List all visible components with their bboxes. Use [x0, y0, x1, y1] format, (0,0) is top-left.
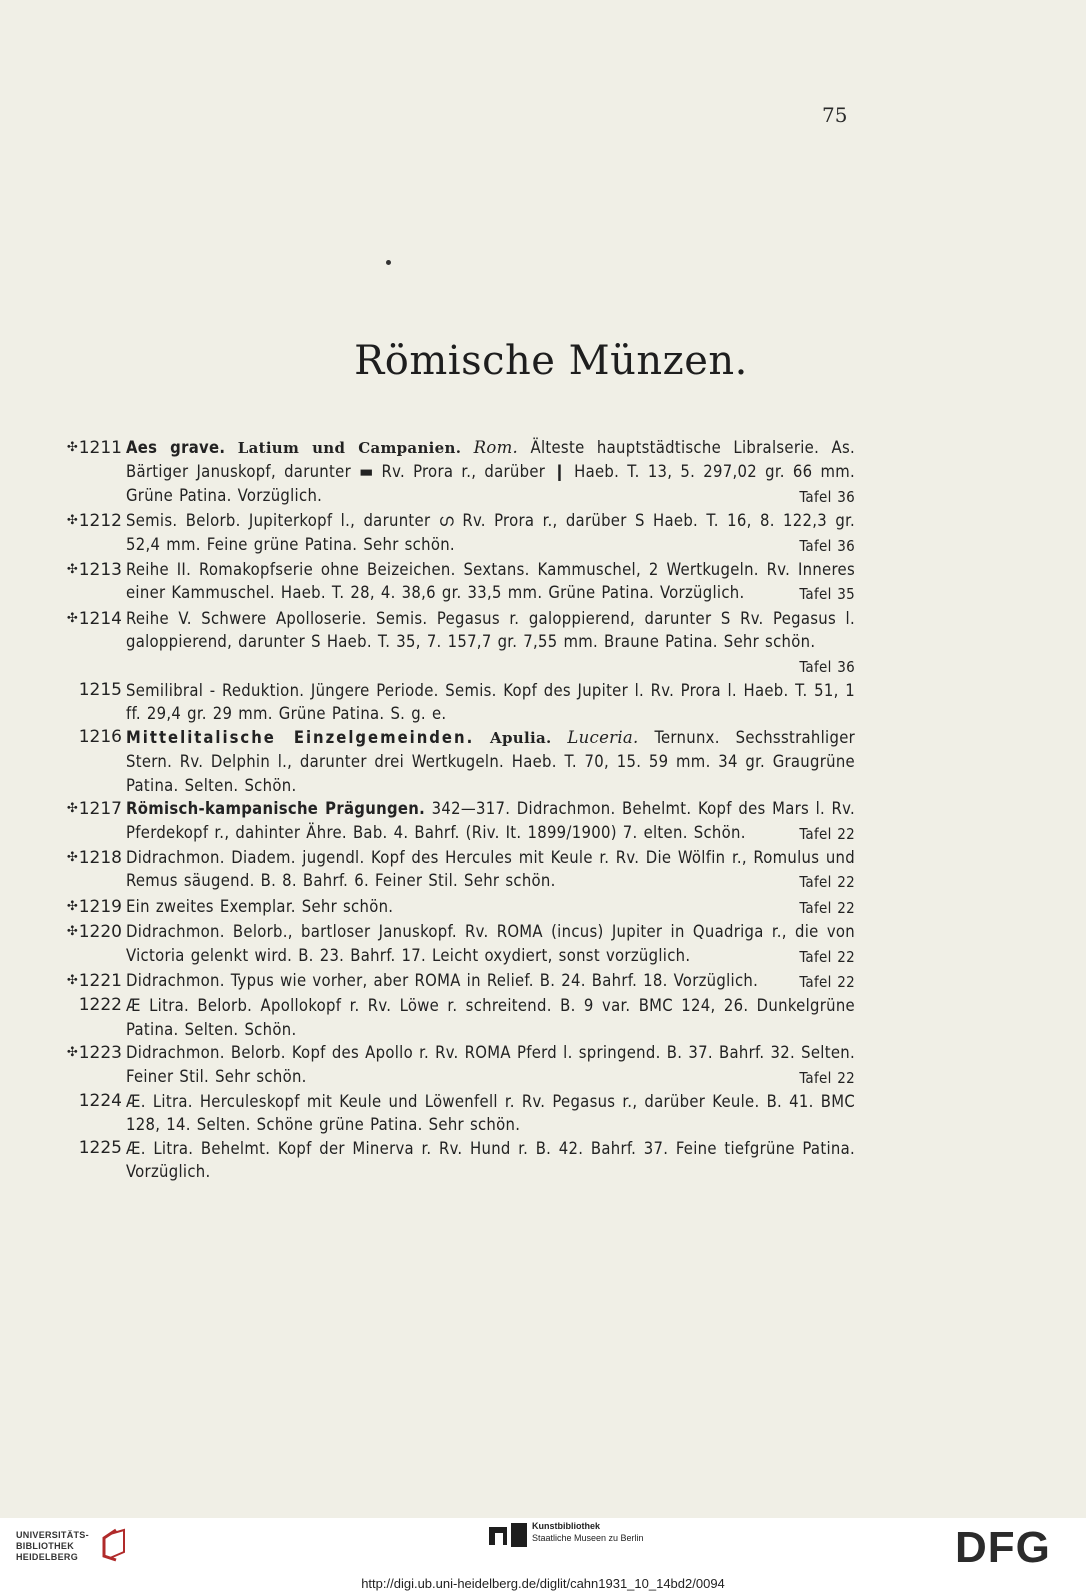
plate-mark-icon: ✣ — [66, 924, 78, 940]
entry-description — [126, 1137, 855, 1184]
entry-description — [126, 994, 855, 1041]
entry-text: 342—317. Didrachmon. Behelmt. Kopf des Mars l. Rv. Pferdekopf r., dahinter Ähre. Bab. 4. Bahrf. (Riv. It. 1899/1900) 7. elten. Schön. — [126, 799, 855, 842]
catalog-entry — [40, 726, 855, 797]
plate-mark-icon: ✣ — [66, 513, 78, 529]
plate-reference: Tafel 22 — [799, 873, 855, 892]
ub-heidelberg-logo[interactable] — [16, 1530, 89, 1563]
entry-text: Reihe II. Romakopfserie ohne Beizeichen. Sextans. Kammuschel, 2 Wertkugeln. Rv. Inneres einer Kammuschel. Haeb. T. 28, 4. 38,6 gr. 33,5 mm. Grüne Patina. Vorzüglich. — [126, 560, 855, 603]
entry-text: Reihe V. Schwere Apolloserie. Semis. Pegasus r. galoppierend, darunter S Rv. Pegasus l. galoppierend, darunter S Haeb. T. 35, 7. 157,7 gr. 7,55 mm. Braune Patina. Sehr schön. — [126, 608, 855, 652]
entry-text: Didrachmon. Belorb. Kopf des Apollo r. Rv. ROMA Pferd l. springend. B. 37. Bahrf. 32. Selten. Feiner Stil. Sehr schön. — [126, 1043, 855, 1086]
entry-text: Ternunx. Sechsstrahliger Stern. Rv. Delphin l., darunter drei Wertkugeln. Haeb. T. 70, 15. 59 mm. 34 gr. Graugrüne Patina. Selten. Schön. — [126, 727, 856, 795]
entry-description — [126, 436, 855, 507]
plate-mark-icon: ✣ — [66, 1045, 78, 1061]
plate-mark-icon: ✣ — [66, 801, 78, 817]
entry-number — [40, 846, 122, 870]
entry-city: Rom. — [473, 438, 519, 457]
entry-description — [126, 726, 855, 797]
entry-region: Latium und Campanien. — [237, 439, 462, 457]
entry-text: Semis. Belorb. Jupiterkopf l., darunter ഗ Rv. Prora r., darüber S Haeb. T. 16, 8. 122,3 gr. 52,4 mm. Feine grüne Patina. Sehr schön. — [126, 511, 855, 554]
catalog-entry — [40, 509, 855, 558]
plate-reference: Tafel 36 — [799, 487, 855, 506]
entry-number-value: 1224 — [78, 1090, 122, 1111]
plate-mark-icon: ✣ — [66, 440, 78, 455]
entry-number-value: 1215 — [78, 680, 122, 701]
entry-number — [40, 969, 122, 993]
entry-description — [126, 846, 855, 893]
kb-title: Kunstbibliothek — [532, 1521, 600, 1531]
entry-number-value: 1221 — [78, 970, 122, 991]
ub-logo-line: BIBLIOTHEK — [16, 1541, 74, 1551]
entry-text: Didrachmon. Diadem. jugendl. Kopf des Hercules mit Keule r. Rv. Die Wölfin r., Romulus und Remus säugend. B. 8. Bahrf. 6. Feiner Stil. Sehr schön. — [126, 847, 855, 891]
dfg-logo[interactable]: DFG — [955, 1523, 1051, 1572]
entry-description — [126, 679, 855, 726]
entry-number — [40, 895, 122, 919]
entry-description — [126, 607, 855, 676]
catalog-entry — [40, 436, 855, 509]
plate-reference: Tafel 22 — [799, 1068, 855, 1087]
entry-text: Æ Litra. Belorb. Apollokopf r. Rv. Löwe r. schreitend. B. 9 var. BMC 124, 26. Dunkelgrüne Patina. Selten. Schön. — [126, 996, 855, 1039]
catalog-entries — [40, 436, 855, 1184]
entry-region: Apulia. — [490, 728, 552, 747]
ub-logo-line: HEIDELBERG — [16, 1552, 79, 1562]
entry-number — [40, 797, 122, 821]
entry-number-value: 1219 — [78, 896, 122, 917]
plate-mark-icon: ✣ — [66, 610, 78, 626]
entry-number — [40, 1041, 122, 1065]
entry-number — [40, 679, 122, 702]
catalog-entry — [40, 1137, 855, 1184]
entry-text: Æ. Litra. Herculeskopf mit Keule und Löwenfell r. Rv. Pegasus r., darüber Keule. B. 41. BMC 128, 14. Selten. Schöne grüne Patina. Sehr schön. — [126, 1091, 855, 1135]
entry-number-value: 1217 — [78, 799, 122, 820]
plate-reference: Tafel 22 — [799, 898, 855, 917]
entry-text: Älteste hauptstädtische Libralserie. As. Bärtiger Januskopf, darunter ▬ Rv. Prora r., darüber ❙ Haeb. T. 13, 5. 297,02 gr. 66 mm. Grüne Patina. Vorzüglich. — [126, 438, 856, 505]
entry-number — [40, 1137, 122, 1160]
catalog-entry — [40, 558, 855, 607]
kunstbibliothek-label[interactable] — [532, 1520, 644, 1544]
entry-number — [40, 920, 122, 944]
plate-mark-icon: ✣ — [66, 972, 78, 988]
catalog-entry — [40, 969, 855, 994]
entry-description — [126, 1041, 855, 1088]
catalog-entry — [40, 895, 855, 920]
entry-number-value: 1216 — [78, 726, 122, 747]
ink-dot — [386, 260, 391, 265]
catalog-entry — [40, 679, 855, 726]
page-number: 75 — [822, 103, 848, 127]
entry-heading: Mittelitalische Einzelgemeinden. — [126, 727, 475, 747]
plate-reference: Tafel 22 — [799, 947, 855, 966]
entry-description — [126, 797, 855, 844]
kb-subtitle: Staatliche Museen zu Berlin — [532, 1533, 644, 1543]
plate-reference: Tafel 35 — [799, 585, 855, 604]
catalog-entry — [40, 797, 855, 846]
catalog-entry — [40, 920, 855, 969]
plate-mark-icon: ✣ — [66, 562, 78, 578]
plate-reference: Tafel 36 — [799, 657, 855, 676]
entry-text: Semilibral - Reduktion. Jüngere Periode. Semis. Kopf des Jupiter l. Rv. Prora l. Haeb. T. 51, 1 ff. 29,4 gr. 29 mm. Grüne Patina. S. g. e. — [126, 681, 855, 724]
entry-heading: Römisch-kampanische Prägungen. — [126, 799, 426, 819]
ub-logo-line: UNIVERSITÄTS- — [16, 1530, 89, 1540]
entry-text: Ein zweites Exemplar. Sehr schön. — [126, 896, 394, 916]
entry-number-value: 1213 — [78, 560, 122, 581]
entry-number-value: 1225 — [78, 1137, 122, 1158]
entry-number — [40, 994, 122, 1017]
catalog-entry — [40, 994, 855, 1041]
entry-heading: Aes grave. — [126, 438, 226, 457]
entry-text: Didrachmon. Belorb., bartloser Januskopf. Rv. ROMA (incus) Jupiter in Quadriga r., die von Victoria gelenkt wird. B. 23. Bahrf. 17. Leicht oxydiert, sonst vorzüglich. — [126, 922, 855, 965]
entry-city: Luceria. — [567, 727, 639, 747]
entry-number — [40, 509, 122, 533]
ub-emblem-icon — [96, 1526, 130, 1562]
entry-number-value: 1211 — [78, 438, 122, 458]
plate-reference: Tafel 22 — [799, 824, 855, 843]
entry-number-value: 1223 — [78, 1043, 122, 1064]
entry-number-value: 1222 — [78, 995, 122, 1016]
entry-description — [126, 969, 855, 992]
catalog-entry — [40, 607, 855, 679]
entry-number — [40, 607, 122, 631]
entry-number — [40, 1090, 122, 1113]
entry-description — [126, 509, 855, 556]
kunstbibliothek-logo-icon — [489, 1523, 529, 1547]
plate-reference: Tafel 22 — [799, 972, 855, 991]
entry-description — [126, 895, 855, 918]
catalog-entry — [40, 1090, 855, 1137]
catalog-entry — [40, 846, 855, 895]
entry-number — [40, 726, 122, 749]
catalog-entry — [40, 1041, 855, 1090]
page-url[interactable]: http://digi.ub.uni-heidelberg.de/diglit/cahn1931_10_14bd2/0094 — [361, 1576, 725, 1591]
entry-number — [40, 558, 122, 582]
plate-reference: Tafel 36 — [799, 536, 855, 555]
entry-description — [126, 920, 855, 967]
entry-text: Æ. Litra. Behelmt. Kopf der Minerva r. Rv. Hund r. B. 42. Bahrf. 37. Feine tiefgrüne Patina. Vorzüglich. — [126, 1138, 855, 1182]
plate-mark-icon: ✣ — [66, 849, 78, 865]
entry-number — [40, 436, 122, 460]
entry-description — [126, 1090, 855, 1137]
entry-number-value: 1214 — [78, 608, 122, 629]
entry-description — [126, 558, 855, 605]
entry-number-value: 1212 — [78, 511, 122, 532]
entry-number-value: 1218 — [78, 847, 122, 868]
page-title: Römische Münzen. — [354, 338, 748, 384]
plate-mark-icon: ✣ — [66, 898, 78, 914]
entry-text: Didrachmon. Typus wie vorher, aber ROMA in Relief. B. 24. Bahrf. 18. Vorzüglich. — [126, 970, 759, 990]
entry-number-value: 1220 — [78, 922, 122, 943]
